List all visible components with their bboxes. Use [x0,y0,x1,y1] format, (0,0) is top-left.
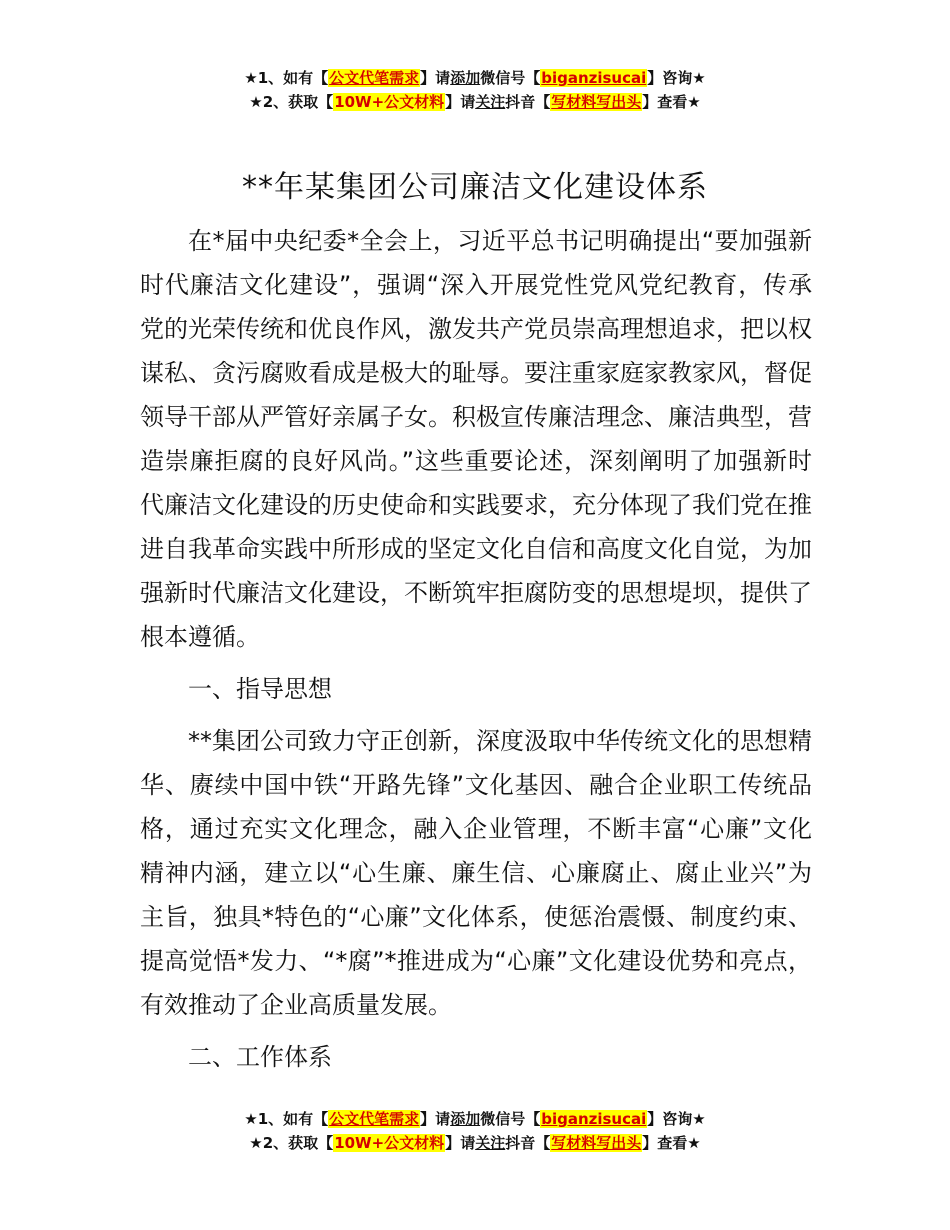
banner-text: 抖音【 [505,1134,551,1152]
banner-text: ★1、如有【 [244,69,329,87]
banner-text: 抖音【 [505,93,551,111]
banner-text: 微信号【 [480,69,541,87]
body-paragraph: 在*届中央纪委*全会上，习近平总书记明确提出“要加强新时代廉洁文化建设”，强调“深入开展党性党风党纪教育，传承党的光荣传统和优良作风，激发共产党员崇高理想追求，把以权谋私、贪污腐败看成是极大的耻辱。要注重家庭家教家风，督促领导干部从严管好亲属子女。积极宣传廉洁理念、廉洁典型，营造崇廉拒腐的良好风尚。”这些重要论述，深刻阐明了加强新时代廉洁文化建设的历史使命和实践要求，充分体现了我们党在推进自我革命实践中所形成的坚定文化自信和高度文化自觉，为加强新时代廉洁文化建设，不断筑牢拒腐防变的思想堤坝，提供了根本遵循。 [140,227,812,651]
banner-text: 】咨询★ [647,1110,706,1128]
banner-highlight: 公文代笔需求 [329,1110,420,1128]
banner-highlight: 10W+公文材料 [334,93,445,111]
section-heading: 二、工作体系 [188,1043,332,1071]
footer-banner [0,1107,950,1155]
banner-text: 关注 [475,93,506,111]
document-body [140,219,812,1087]
banner-highlight: 写材料写出头 [551,1134,642,1152]
banner-text: 】查看★ [642,1134,701,1152]
banner-text: 添加 [450,1110,481,1128]
banner-text: 】请 [445,93,476,111]
banner-line-1 [0,66,950,90]
banner-highlight: biganzisucai [541,1110,647,1128]
banner-highlight: biganzisucai [541,69,647,87]
banner-line-1 [0,1107,950,1131]
body-paragraph: **集团公司致力守正创新，深度汲取中华传统文化的思想精华、赓续中国中铁“开路先锋”文化基因、融合企业职工传统品格，通过充实文化理念，融入企业管理，不断丰富“心廉”文化精神内涵，建立以“心生廉、廉生信、心廉腐止、腐止业兴”为主旨，独具*特色的“心廉”文化体系，使惩治震慑、制度约束、提高觉悟*发力、“*腐”*推进成为“心廉”文化建设优势和亮点，有效推动了企业高质量发展。 [140,727,812,1019]
banner-text: 】请 [420,69,451,87]
banner-text: 关注 [475,1134,506,1152]
banner-text: 添加 [450,69,481,87]
banner-text: ★2、获取【 [249,1134,334,1152]
document-title: **年某集团公司廉洁文化建设体系 [242,170,708,205]
banner-text: 】请 [420,1110,451,1128]
header-banner [0,66,950,114]
banner-highlight: 10W+公文材料 [334,1134,445,1152]
banner-line-2 [0,90,950,114]
banner-text: 】请 [445,1134,476,1152]
banner-highlight: 公文代笔需求 [329,69,420,87]
banner-highlight: 写材料写出头 [551,93,642,111]
banner-text: 微信号【 [480,1110,541,1128]
banner-text: 】咨询★ [647,69,706,87]
banner-text: ★1、如有【 [244,1110,329,1128]
section-heading: 一、指导思想 [188,675,332,703]
banner-line-2 [0,1131,950,1155]
banner-text: ★2、获取【 [249,93,334,111]
banner-text: 】查看★ [642,93,701,111]
